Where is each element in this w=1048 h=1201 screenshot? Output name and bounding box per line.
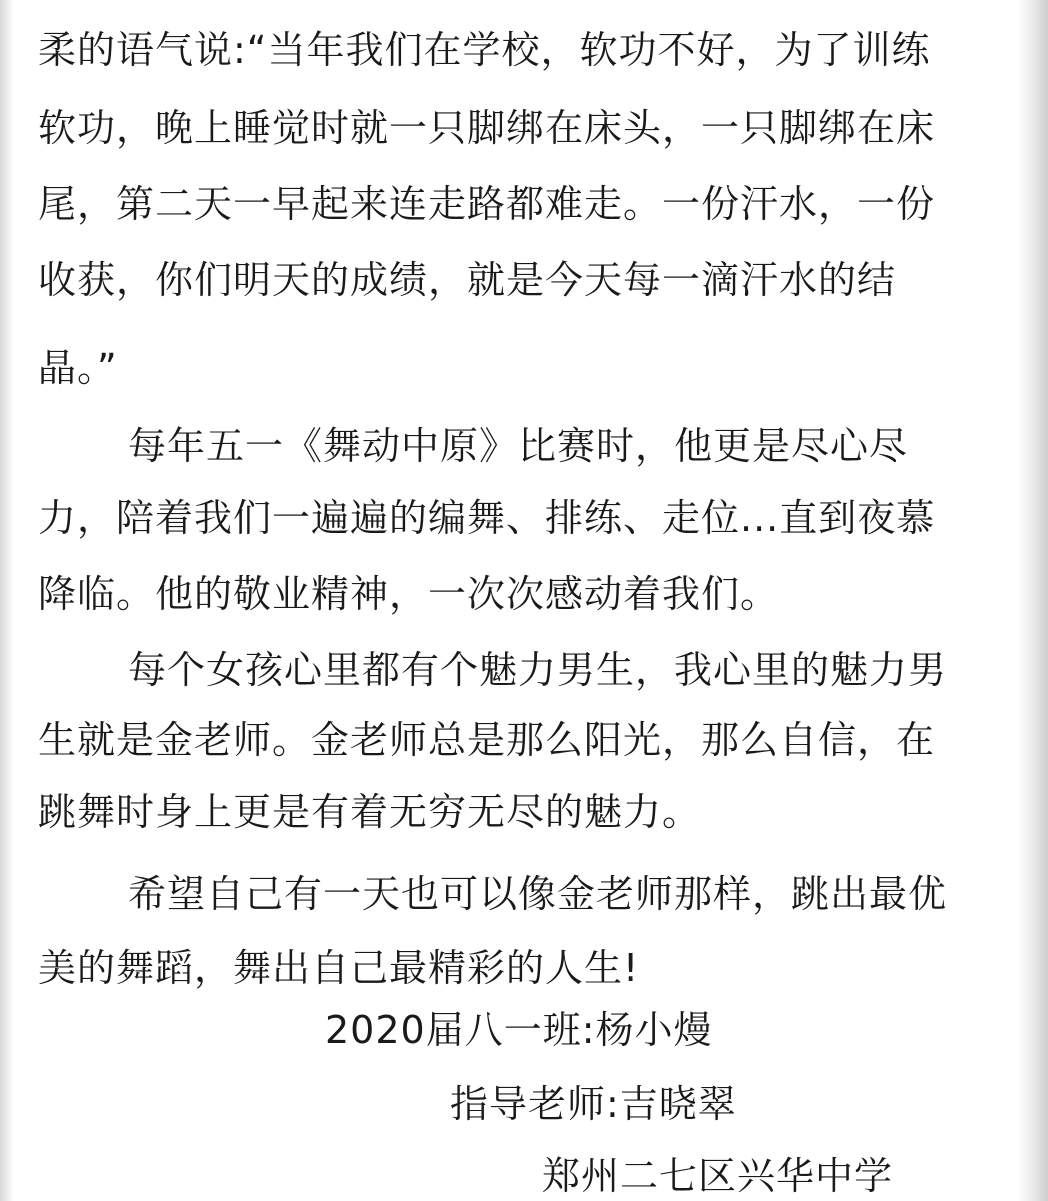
paragraph-line: 跳舞时身上更是有着无穷无尽的魅力。 — [38, 790, 702, 834]
page-edge-right — [1018, 0, 1048, 1201]
paragraph-line: 希望自己有一天也可以像金老师那样，跳出最优 — [128, 872, 948, 916]
paragraph-line: 生就是金老师。金老师总是那么阳光，那么自信，在 — [38, 718, 936, 762]
paragraph-line: 柔的语气说:“当年我们在学校，软功不好，为了训练 — [38, 28, 931, 72]
paragraph-line: 尾，第二天一早起来连走路都难走。一份汗水，一份 — [38, 182, 936, 226]
paragraph-line: 晶。” — [38, 346, 118, 390]
paragraph-line: 美的舞蹈，舞出自己最精彩的人生! — [38, 946, 640, 990]
paragraph-line: 收获，你们明天的成绩，就是今天每一滴汗水的结 — [38, 258, 897, 302]
paragraph-line: 力，陪着我们一遍遍的编舞、排练、走位...直到夜慕 — [38, 496, 936, 540]
paragraph-line: 降临。他的敬业精神，一次次感动着我们。 — [38, 572, 780, 616]
paragraph-line: 软功，晚上睡觉时就一只脚绑在床头，一只脚绑在床 — [38, 106, 936, 150]
page-edge-left — [0, 0, 14, 1201]
school-signature: 郑州二七区兴华中学 — [542, 1154, 894, 1198]
author-signature: 2020届八一班:杨小熳 — [325, 1008, 713, 1052]
teacher-signature: 指导老师:吉晓翠 — [450, 1082, 737, 1126]
paragraph-line: 每年五一《舞动中原》比赛时，他更是尽心尽 — [128, 424, 909, 468]
paragraph-line: 每个女孩心里都有个魅力男生，我心里的魅力男 — [128, 648, 948, 692]
